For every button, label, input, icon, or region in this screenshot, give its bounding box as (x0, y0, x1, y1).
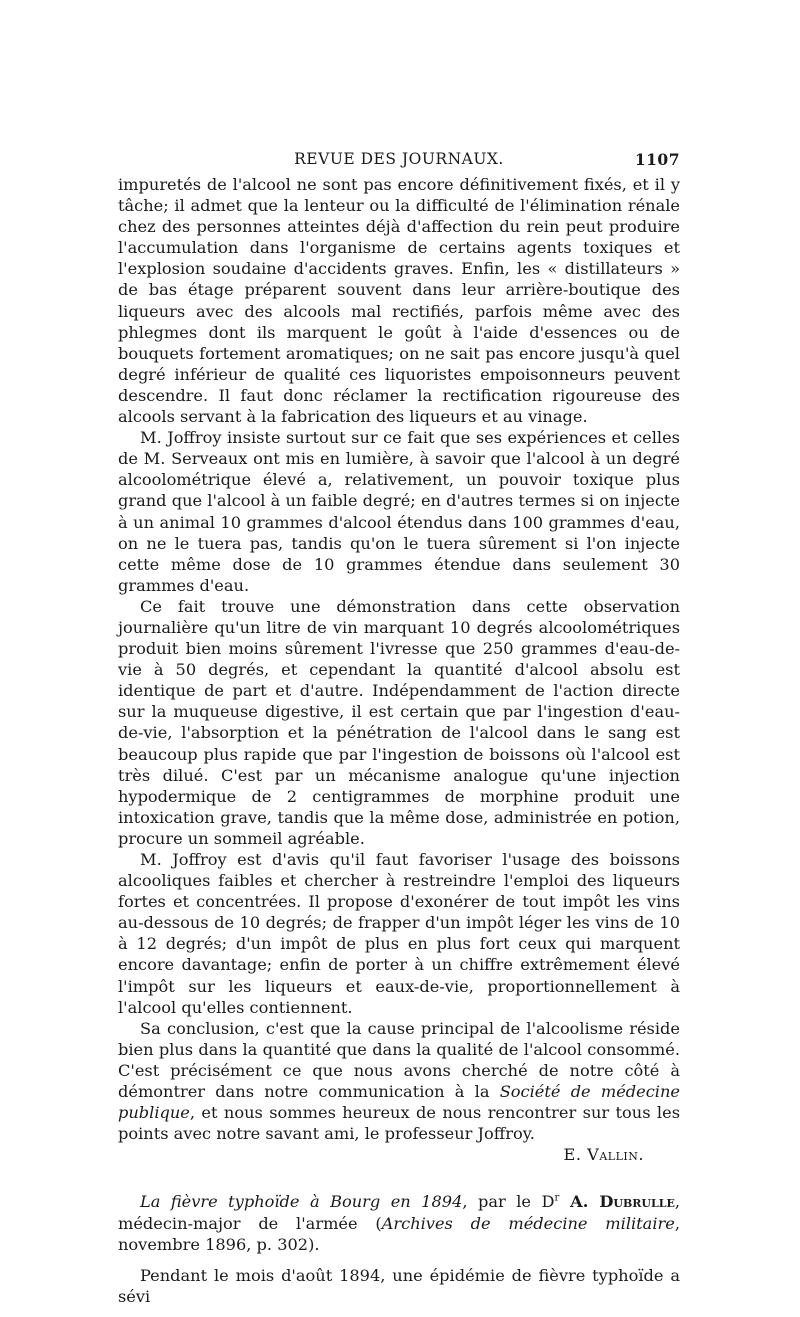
article-2-journal: Archives de médecine militaire (381, 1213, 675, 1233)
article-2-by: , par le D (462, 1192, 555, 1212)
paragraph-3: Ce fait trouve une démonstration dans cette observation journalière qu'un litre de vin marquant 10 degrés alcoolométriques produit bien moins sûrement l'ivresse que 250 grammes d'eau-de-vie à 50 degrés, et cependant la quantité d'alcool absolu est identique de part et d'autre. Indépendamment de l'action directe sur la muqueuse digestive, il est certain que par l'ingestion d'eau-de-vie, l'absorption et la pénétration de l'alcool dans le sang est beaucoup plus rapide que par l'ingestion de boissons où l'alcool est très dilué. C'est par un mécanisme analogue qu'une injection hypodermique de 2 centigrammes de morphine produit une intoxication grave, tandis que la même dose, administrée en potion, procure un sommeil agréable. (118, 596, 680, 848)
article-2-first-line: Pendant le mois d'août 1894, une épidémie de fièvre typhoïde a sévi (118, 1265, 680, 1306)
paragraph-5-text-b: , et nous sommes heureux de nous rencontrer sur tous les points avec notre savant ami, le professeur Joffroy. (118, 1103, 680, 1144)
paragraph-4: M. Joffroy est d'avis qu'il faut favoriser l'usage des boissons alcooliques faibles et chercher à restreindre l'emploi des liqueurs fortes et concentrées. Il propose d'exonérer de tout impôt les vins au-dessous de 10 degrés; de frapper d'un impôt léger les vins de 10 à 12 degrés; d'un impôt de plus en plus fort ceux qui marquent encore davantage; enfin de porter à un chiffre extrêmement élevé l'impôt sur les liqueurs et eaux-de-vie, proportionnellement à l'alcool qu'elles contiennent. (118, 850, 680, 1017)
article-2 (118, 1191, 680, 1306)
running-header (118, 148, 680, 174)
paragraph-5-text-a: Sa conclusion, c'est que la cause principal de l'alcoolisme réside bien plus dans la quantité que dans la qualité de l'alcool consommé. C'est précisément ce que nous avons cherché de notre côté à démontrer dans notre communication à la (118, 1018, 680, 1102)
page-number: 1107 (634, 150, 680, 169)
article-2-title: La fièvre typhoïde à Bourg en 1894 (140, 1192, 463, 1212)
signature-author: E. Vallin. (563, 1145, 644, 1165)
article-2-role: , médecin-major de l'armée ( (118, 1192, 681, 1233)
paragraph-5 (118, 1018, 680, 1145)
article-2-dr-sup: r (554, 1193, 560, 1205)
article-2-citation: , novembre 1896, p. 302). (118, 1213, 680, 1254)
signature-line (118, 1144, 680, 1165)
page (118, 148, 680, 1317)
article-2-author: A. Dubrulle (559, 1192, 675, 1212)
journal-header-title: REVUE DES JOURNAUX. (294, 150, 504, 168)
society-name: Société de médecine publique (118, 1082, 680, 1123)
paragraph-2: M. Joffroy insiste surtout sur ce fait que ses expériences et celles de M. Serveaux ont mis en lumière, à savoir que l'alcool à un degré alcoolométrique élevé a, relativement, un pouvoir toxique plus grand que l'alcool à un faible degré; en d'autres termes si on injecte à un animal 10 grammes d'alcool étendus dans 100 grammes d'eau, on ne le tuera pas, tandis qu'on le tuera sûrement si l'on injecte cette même dose de 10 grammes étendue dans seulement 30 grammes d'eau. (118, 428, 680, 595)
article-2-heading (118, 1191, 680, 1254)
article-body (118, 174, 680, 1307)
paragraph-1: impuretés de l'alcool ne sont pas encore définitivement fixés, et il y tâche; il admet que la lenteur ou la difficulté de l'élimination rénale chez des personnes atteintes déjà d'affection du rein peut produire l'accumulation dans l'organisme de certains agents toxiques et l'explosion soudaine d'accidents graves. Enfin, les « distillateurs » de bas étage préparent souvent dans leur arrière-boutique des liqueurs avec des alcools mal rectifiés, parfois même avec des phlegmes dont ils marquent le goût à l'aide d'essences ou de bouquets fortement aromatiques; on ne sait pas encore jusqu'à quel degré inférieur de qualité ces liquoristes empoisonneurs peuvent descendre. Il faut donc réclamer la rectification rigoureuse des alcools servant à la fabrication des liqueurs et au vinage. (118, 175, 680, 427)
